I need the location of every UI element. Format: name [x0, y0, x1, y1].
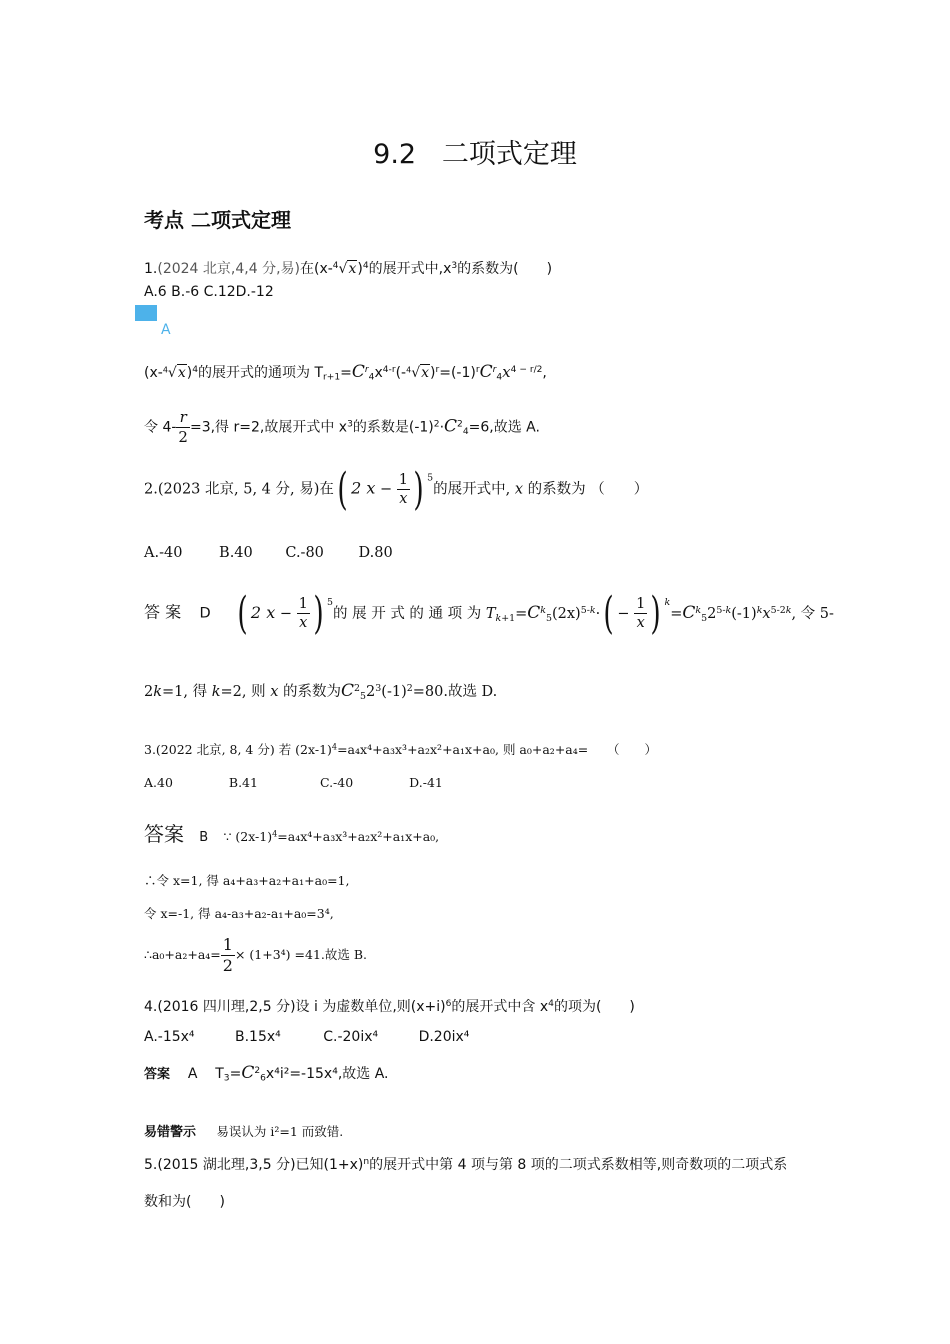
answer-letter: A	[161, 322, 171, 338]
question-5: 5.(2015 湖北理,3,5 分)已知$(1+x)^n$的展开式中第 4 项与第 8 项的二项式系数相等,则奇数项的二项式系	[144, 1157, 788, 1173]
title-number: 9.2	[373, 139, 417, 170]
question-4: 4.(2016 四川理,2,5 分)设 i 为虚数单位,则$(x+i)^6$的展开式中含 $x^4$的项为( )	[144, 999, 635, 1015]
option-c: C.-20ix⁴	[323, 1029, 379, 1045]
answer-letter: A	[187, 1066, 198, 1082]
question-3-solution-line-2: ∴令 x=1, 得 a₄+a₃+a₂+a₁+a₀=1,	[144, 873, 350, 888]
warning-label: 易错警示	[144, 1125, 197, 1140]
radical-icon: $^4$√	[406, 365, 421, 381]
option-d: D.20ix⁴	[418, 1029, 470, 1045]
question-1-solution-line-2: 令 4- $\frac{r}{2}$ =3,得 r=2,故展开式中 $x^3$的系数是$(-1)^2\cdot C^2_4=6$,故选 A.	[144, 408, 540, 446]
option-a: A.40	[144, 775, 173, 790]
answer-badge-icon	[135, 305, 157, 321]
answer-label: 答案	[144, 1067, 171, 1082]
question-3-answer: 答案 B ∵ $(2x-1)^4=a_4x^4+a_3x^3+a_2x^2+a_1x+a_0$,	[144, 822, 440, 846]
answer-label: 答 案	[144, 602, 182, 622]
option-c: C.-80	[285, 545, 324, 561]
option-d: D.-41	[409, 775, 443, 790]
question-3-solution-line-3: 令 x=-1, 得 a₄-a₃+a₂-a₁+a₀=3⁴,	[144, 906, 334, 921]
title-text: 二项式定理	[441, 139, 577, 170]
question-2-options	[144, 545, 393, 561]
answer-letter: B	[199, 830, 209, 845]
question-1: 1.(2024 北京,4,4 分,易)在$(x-^4√x)^4$的展开式中$,x^3$的系数为( )	[144, 261, 553, 277]
question-1-source: (2024 北京,4,4 分,易)	[157, 261, 300, 277]
answer-letter: D	[199, 605, 211, 622]
question-3-options	[144, 775, 443, 790]
option-b: B.41	[228, 775, 258, 790]
option-c: C.-40	[319, 775, 354, 790]
page-title	[0, 132, 950, 171]
question-5-line-2: 数和为( )	[144, 1194, 225, 1210]
option-b: B.15x⁴	[235, 1029, 281, 1045]
option-a: A.-40	[144, 545, 183, 561]
radical-icon: √	[338, 261, 348, 277]
warning-note	[144, 1121, 343, 1140]
question-2-solution-line-2: 2k=1, 得 k=2, 则 x 的系数为$C^2_52^3(-1)^2=80$.故选 D.	[144, 681, 498, 702]
question-3-solution-line-4: ∴a₀+a₂+a₄= $\frac{1}{2}$ × (1+3⁴) =41.故选 B.	[144, 935, 368, 975]
question-4-options	[144, 1029, 469, 1045]
radical-icon: $^4$√	[162, 365, 177, 381]
question-2: 2.(2023 北京, 5, 4 分, 易)在( 2 x − $\frac{1}{x}$ ) $^5$的展开式中, x 的系数为 （ ）	[144, 464, 649, 515]
question-1-options: A.6 B.-6 C.12D.-12	[144, 284, 274, 300]
question-4-answer: 答案 A $T_3=C^2_6x^4i^2=-15x^4$,故选 A.	[144, 1063, 389, 1084]
warning-text: 易误认为 i²=1 而致错.	[216, 1124, 344, 1139]
question-1-solution-line-1: $(x-^4√x)^4$的展开式的通项为 $T_{r+1}=C^r_4x^{4-r}(-^4√x)^r=(-1)^rC^r_4x^{4 - r/2}$,	[144, 362, 547, 383]
question-3: 3.(2022 北京, 8, 4 分) 若 $(2x-1)^4=a_4x^4+a_3x^3+a_2x^2+a_1x+a_0$, 则 a₀+a₂+a₄= （ ）	[144, 741, 657, 757]
option-d: D.80	[358, 545, 393, 561]
answer-label: 答案	[144, 822, 184, 846]
section-heading: 考点 二项式定理	[144, 208, 291, 232]
option-a: A.-15x⁴	[144, 1029, 195, 1045]
question-2-answer: 答 案 D ( 2 x − $\frac{1}{x}$ ) $^5$的 展 开 式 的 通 项 为 $T_{k+1}=C^k_5(2x)^{5-k}\cdot$( − $\frac{1}{x}$ ) $^k=C^k_52^{5-k}(-1)^kx^{5-2k}$, 令 5-	[144, 588, 834, 639]
option-b: B.40	[219, 545, 253, 561]
question-2-source: (2023 北京, 5, 4 分, 易)	[157, 481, 320, 498]
